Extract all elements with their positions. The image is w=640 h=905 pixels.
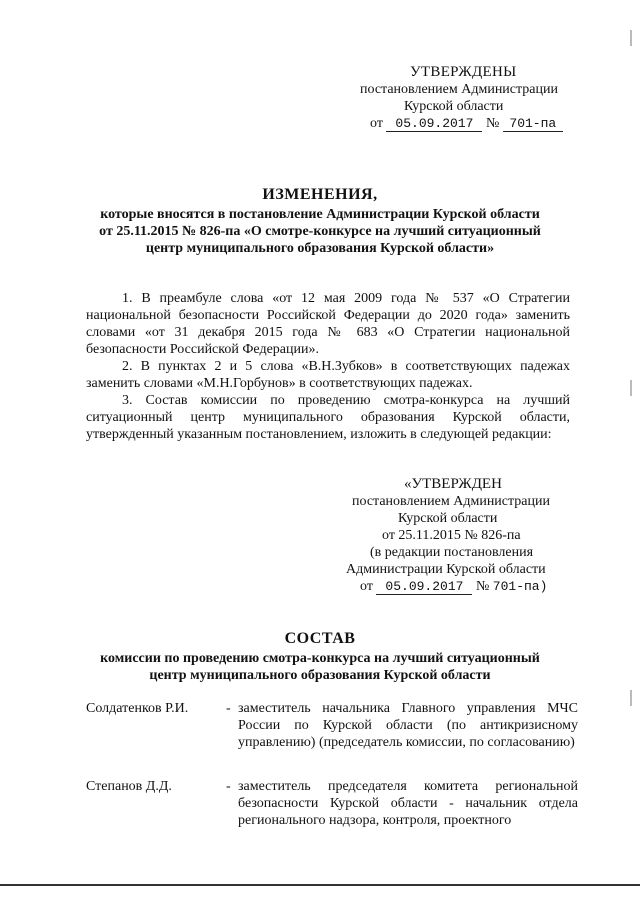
approval-number: 701-па: [503, 117, 563, 132]
from-label: от: [370, 116, 383, 131]
paragraph-2: 2. В пунктах 2 и 5 слова «В.Н.Зубков» в соответствующих падежах заменить словами «М.Н.Горбунов» в соответствующих падежах.: [86, 359, 570, 391]
member-role: заместитель начальника Главного управления МЧС России по Курской области (по антикризисному управлению) (председатель комиссии, по согласованию): [238, 701, 578, 750]
approval-stamp-mid: [340, 476, 610, 595]
scan-edge-mark: [630, 380, 632, 396]
subtitle-line: комиссии по проведению смотра-конкурса на лучший ситуационный: [100, 651, 540, 666]
approval-heading: УТВЕРЖДЕНЫ: [410, 64, 517, 80]
approval-date: 05.09.2017: [386, 117, 482, 132]
member-dash: -: [226, 779, 231, 794]
bottom-rule: [0, 884, 640, 886]
paragraph-1: 1. В преамбуле слова «от 12 мая 2009 года № 537 «О Стратегии национальной безопасности Российской Федерации до 2020 года» заменить словами «от 31 декабря 2015 года № 683 «О Стратегии национальной безопасности Российской Федерации».: [86, 291, 570, 357]
subtitle-line: которые вносятся в постановление Администрации Курской области: [100, 207, 540, 222]
member-name: Степанов Д.Д.: [86, 779, 172, 794]
scan-edge-mark: [630, 30, 632, 46]
member-role: заместитель председателя комитета региональной безопасности Курской области - начальник отдела регионального надзора, контроля, проектного: [238, 779, 578, 828]
approval-stamp-top: [340, 64, 610, 132]
approval-line: (в редакции постановления: [370, 545, 534, 560]
approval-line: от 25.11.2015 № 826-па: [382, 528, 521, 543]
composition-subtitle: [60, 650, 580, 684]
approval-date: 05.09.2017: [376, 580, 472, 595]
member-name: Солдатенков Р.И.: [86, 701, 189, 716]
from-label: от: [360, 579, 373, 594]
number-sign: №: [485, 116, 500, 131]
approval-line: Курской области: [404, 99, 504, 114]
changes-subtitle: [60, 206, 580, 257]
approval-date-line: [340, 578, 610, 595]
approval-line: Курской области: [398, 511, 498, 526]
approval-number: 701-па): [492, 579, 548, 594]
approval-heading: «УТВЕРЖДЕН: [404, 476, 502, 492]
number-sign: №: [475, 579, 490, 594]
approval-date-line: [340, 115, 610, 132]
subtitle-line: центр муниципального образования Курской области: [149, 668, 491, 683]
paragraph-3: 3. Состав комиссии по проведению смотра-конкурса на лучший ситуационный центр муниципального образования Курской области, утвержденный указанным постановлением, изложить в следующей редакции:: [86, 393, 570, 442]
approval-line: Администрации Курской области: [346, 562, 546, 577]
approval-line: постановлением Администрации: [352, 494, 550, 509]
approval-line: постановлением Администрации: [360, 82, 558, 97]
composition-title: СОСТАВ: [284, 630, 356, 647]
changes-title: ИЗМЕНЕНИЯ,: [262, 186, 378, 203]
member-dash: -: [226, 701, 231, 716]
body-text: [86, 290, 570, 443]
subtitle-line: от 25.11.2015 № 826-па «О смотре-конкурсе на лучший ситуационный: [99, 224, 541, 239]
subtitle-line: центр муниципального образования Курской области»: [145, 241, 495, 256]
scan-edge-mark: [630, 690, 632, 706]
